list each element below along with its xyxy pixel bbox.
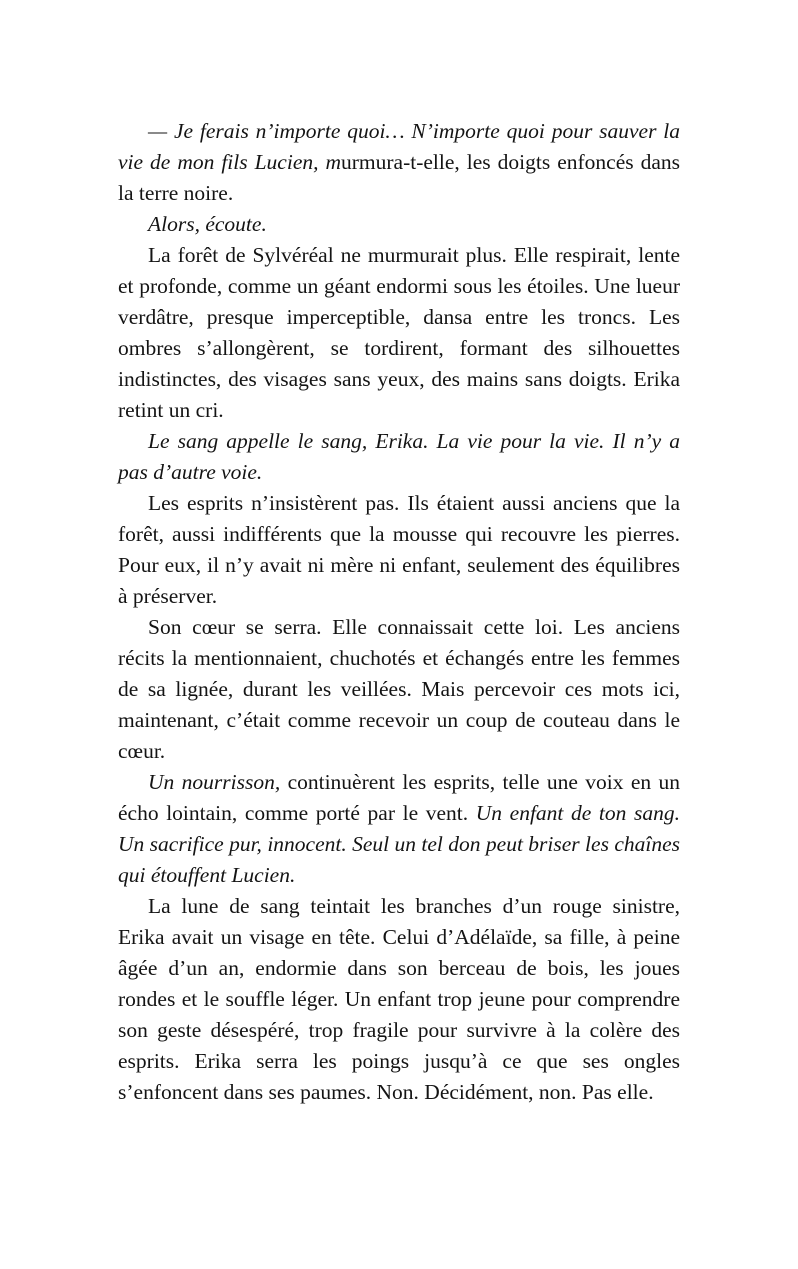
paragraph-6 [118, 612, 680, 767]
spirit-voice-text: Un nourrisson, [148, 770, 281, 794]
paragraph-5 [118, 488, 680, 612]
narration-text: La forêt de Sylvéréal ne murmurait plus. Elle respirait, lente et profonde, comme un géant endormi sous les étoiles. Une lueur verdâtre, presque imperceptible, dansa entre les troncs. Les ombres s’allongèrent, se tordirent, formant des silhouettes indistinctes, des visages sans yeux, des mains sans doigts. Erika retint un cri. [118, 243, 680, 422]
paragraph-1 [118, 116, 680, 209]
narration-text: La lune de sang teintait les branches d’un rouge sinistre, Erika avait un visage en tête. Celui d’Adélaïde, sa fille, à peine âgée d’un an, endormie dans son berceau de bois, les joues rondes et le souffle léger. Un enfant trop jeune pour comprendre son geste désespéré, trop fragile pour survivre à la colère des esprits. Erika serra les poings jusqu’à ce que ses ongles s’enfoncent dans ses paumes. Non. Décidément, non. Pas elle. [118, 894, 680, 1104]
narration-text: Les esprits n’insistèrent pas. Ils étaient aussi anciens que la forêt, aussi indifférents que la mousse qui recouvre les pierres. Pour eux, il n’y avait ni mère ni enfant, seulement des équilibres à préserver. [118, 491, 680, 608]
spirit-voice-text: Alors, écoute. [148, 212, 267, 236]
narration-text: continuèrent les esprits, telle une voix en un écho lointain, comme porté par le vent. [118, 770, 680, 825]
book-page [118, 116, 680, 1108]
paragraph-3 [118, 240, 680, 426]
spirit-voice-text: Le sang appelle le sang, Erika. La vie pour la vie. Il n’y a pas d’autre voie. [118, 429, 680, 484]
dialogue-text: — Je ferais n’importe quoi… N’importe quoi pour sauver la vie de mon fils Lucien, m [118, 119, 680, 174]
paragraph-7 [118, 767, 680, 891]
spirit-voice-text: Un enfant de ton sang. Un sacrifice pur, innocent. Seul un tel don peut briser les chaînes qui étouffent Lucien. [118, 801, 680, 887]
paragraph-2 [118, 209, 680, 240]
paragraph-4 [118, 426, 680, 488]
paragraph-8 [118, 891, 680, 1108]
narration-text: urmura-t-elle, les doigts enfoncés dans la terre noire. [118, 150, 680, 205]
narration-text: Son cœur se serra. Elle connaissait cette loi. Les anciens récits la mentionnaient, chuchotés et échangés entre les femmes de sa lignée, durant les veillées. Mais percevoir ces mots ici, maintenant, c’était comme recevoir un coup de couteau dans le cœur. [118, 615, 680, 763]
